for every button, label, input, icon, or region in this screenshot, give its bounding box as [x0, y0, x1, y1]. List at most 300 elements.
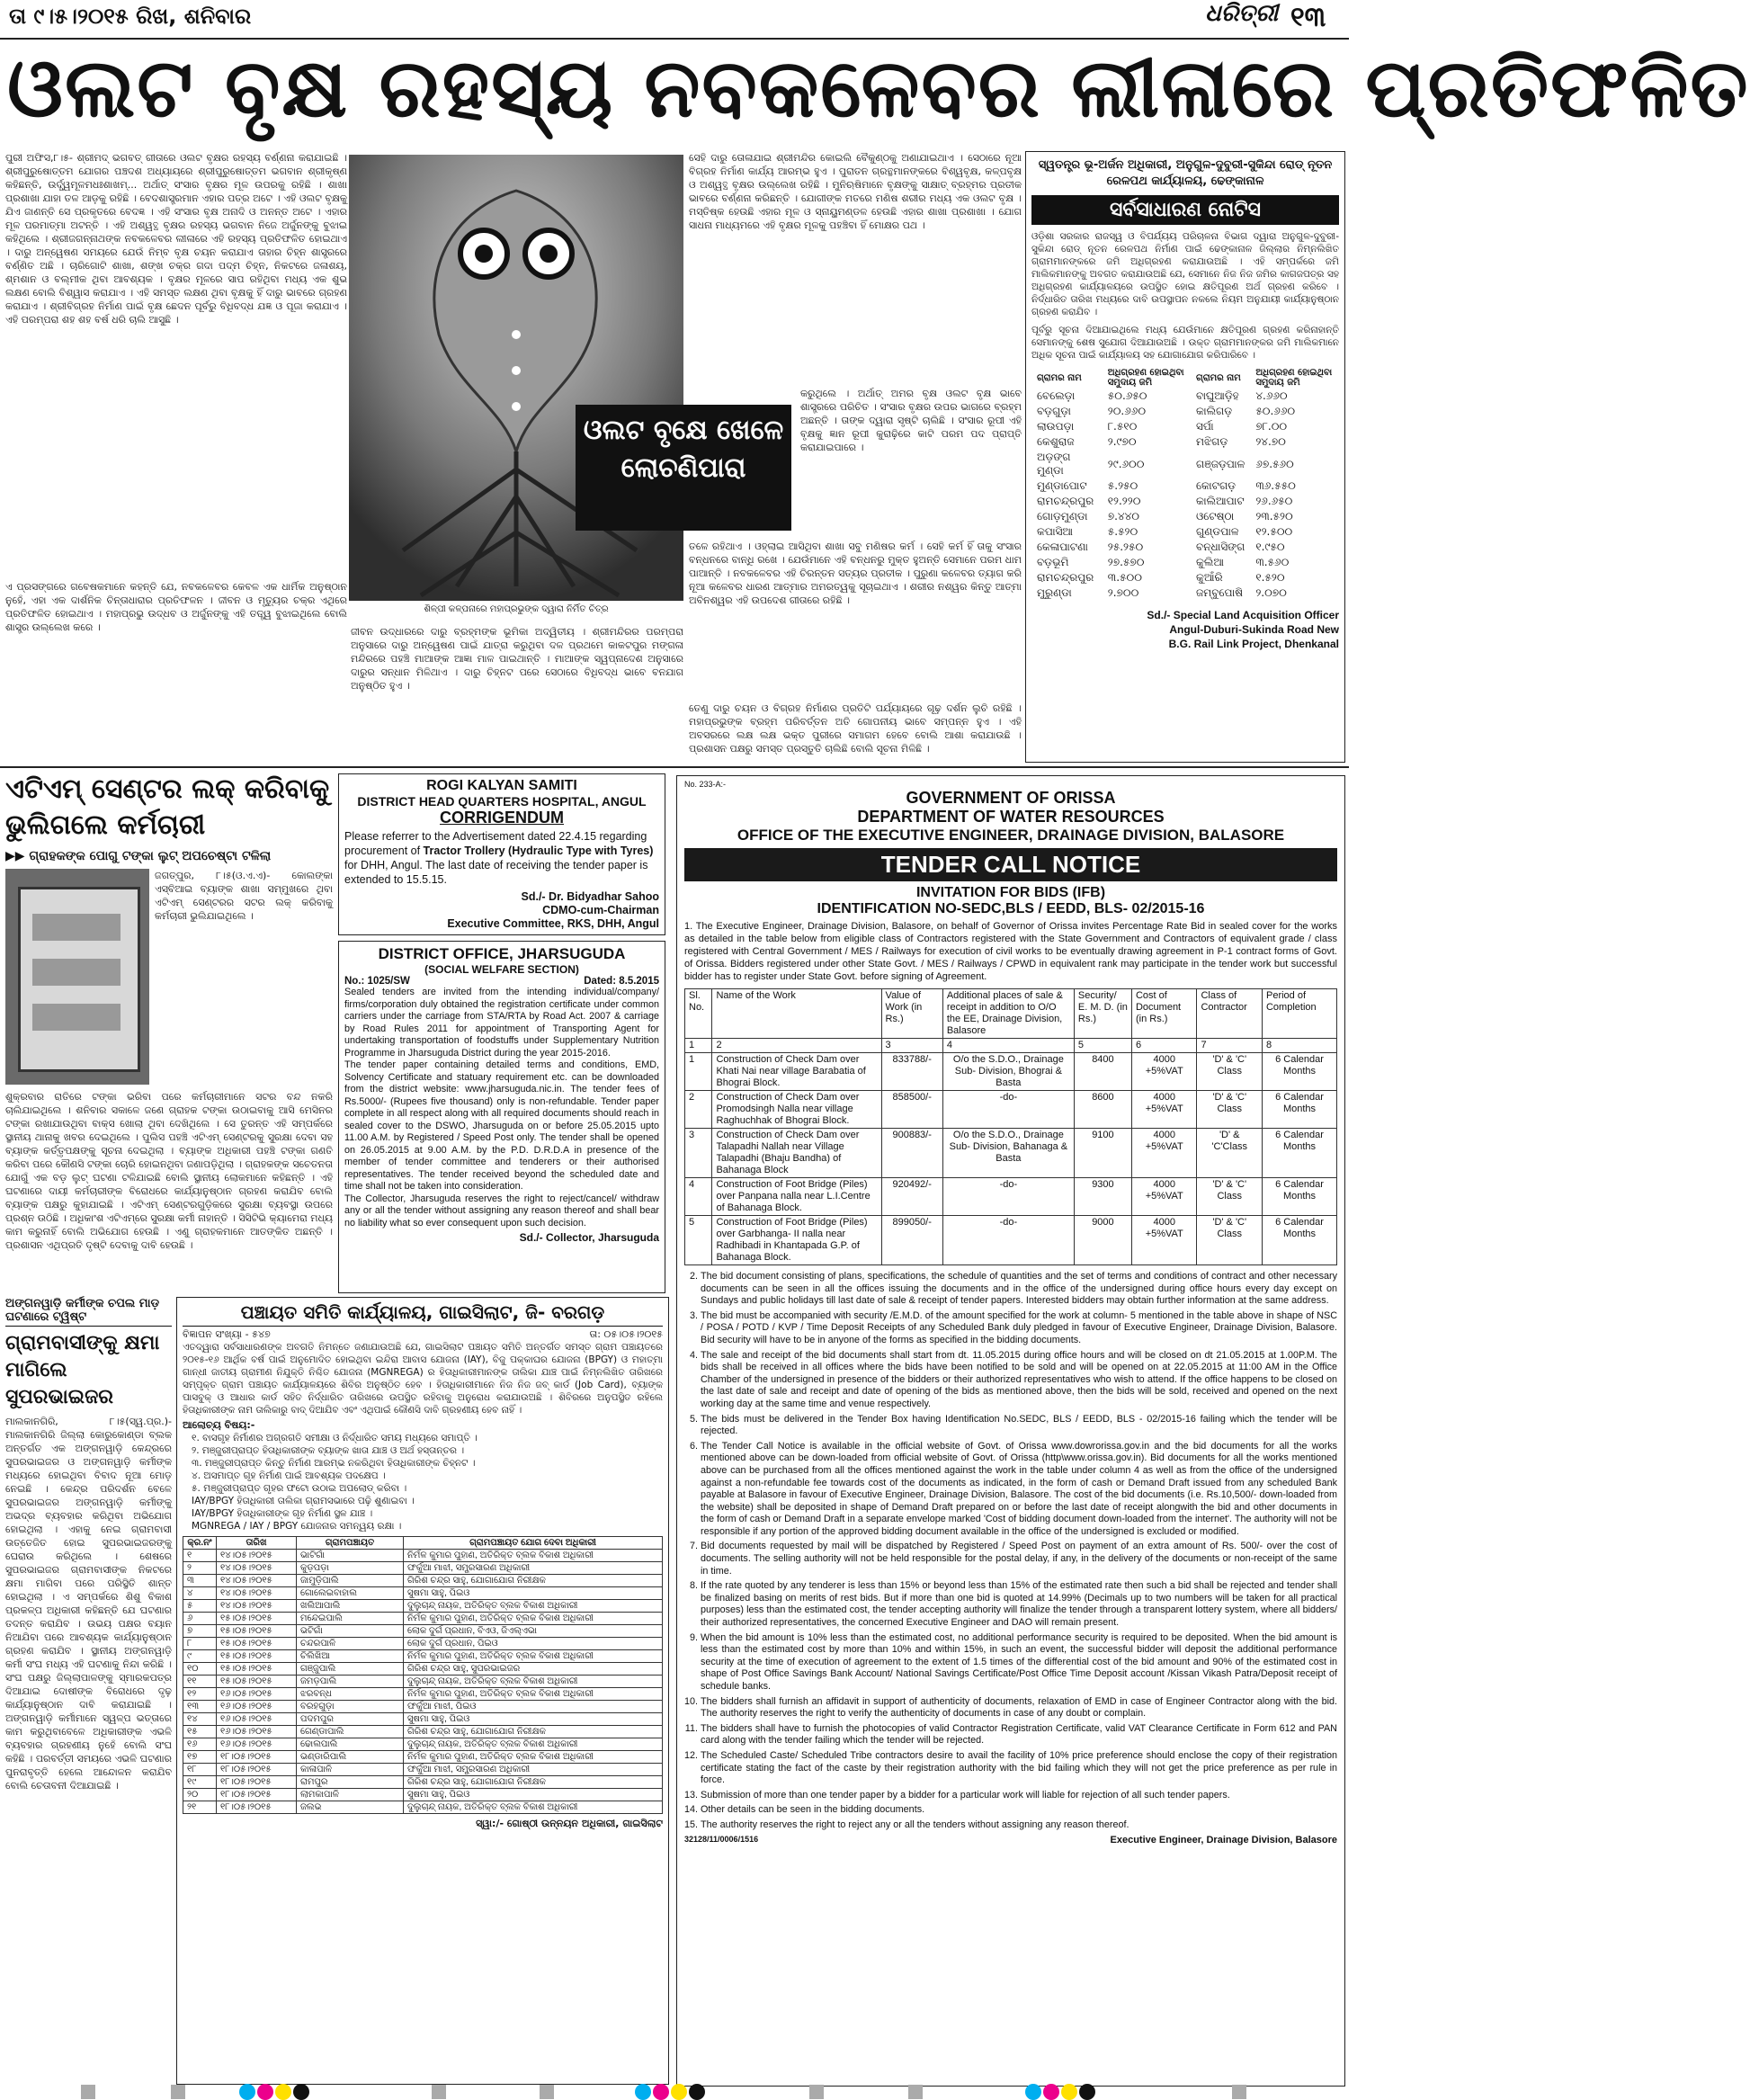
land-cell: ମଝିଗଡ଼ — [1196, 435, 1228, 448]
land-cell: କୁଆଁରି — [1196, 571, 1223, 584]
panchayat-cell: ୧୪।୦୫।୨୦୧୫ — [217, 1600, 297, 1613]
panchayat-row — [183, 1562, 663, 1575]
tender-cell: Construction of Check Dam over Talapadhi Nallah near Village Talapadhi (Bhaju Bandha) of Bahanaga Block — [712, 1129, 881, 1178]
panchayat-cell: ଗଞ୍ଜୁପାଲି — [297, 1663, 404, 1676]
rks-sig-3: Executive Committee, RKS, DHH, Angul — [447, 917, 659, 930]
tender-cell: 6 Calendar Months — [1262, 1178, 1336, 1216]
panchayat-row — [183, 1801, 663, 1814]
tender-cell: 899050/- — [881, 1216, 942, 1265]
panchayat-cell: ୧୫।୦୫।୨୦୧୫ — [217, 1638, 297, 1650]
tender-colnum: 6 — [1131, 1039, 1197, 1053]
agenda-item: IAY/BPGY ହିତାଧିକାରୀ ତାଲିକା ଗ୍ରାମସଭାରେ ପଢ଼ି ଶୁଣାଇବା । — [192, 1496, 415, 1506]
lead-col-3c-text: ତଳେ ରହିଥାଏ । ଓହ୍ଲାଇ ଆସିଥିବା ଶାଖା ସବୁ ମଣିଷର କର୍ମ । ସେହି କର୍ମ ହିଁ ତାକୁ ସଂସାର ବନ୍ଧନରେ ବାନ୍ଧି ରଖେ । ଯେଉଁମାନେ ଏହି ବନ୍ଧନରୁ ମୁକ୍ତ ହୁଅନ୍ତି ସେମାନେ ପରମ ଧାମ ପାଆନ୍ତି । ନବକଳେବର ଏହି ଚିରନ୍ତନ ସତ୍ୟର ପ୍ରତୀକ । ପୁରୁଣା କଳେବର ତ୍ୟାଗ କରି ନୂଆ କଳେବର ଧାରଣ ଆତ୍ମାର ଅମରତ୍ୱକୁ ସୂଚାଇଥାଏ । ଶରୀର ନଶ୍ୱର କିନ୍ତୁ ଆତ୍ମା ଅବିନଶ୍ୱର ଏହି ଉପଦେଶ ଗୀତାରେ ରହିଛି । — [689, 541, 1022, 606]
land-cell: ରାମଚନ୍ଦ୍ରପୁର — [1037, 495, 1094, 507]
land-cell: ୧.୫୨୦ — [1255, 571, 1285, 584]
panchayat-row — [183, 1713, 663, 1726]
tender-dept: DEPARTMENT OF WATER RESOURCES — [857, 808, 1165, 826]
land-notice-signature: Sd./- Special Land Acquisition Officer Angul-Duburi-Sukinda Road New B.G. Rail Link Project, Dhenkanal — [1147, 609, 1339, 650]
page-number: ୧୩ — [1290, 2, 1326, 33]
land-cell: ୫.୫୨୦ — [1107, 525, 1138, 538]
pull-quote — [576, 405, 791, 531]
panchayat-cell: ୭ — [183, 1625, 217, 1638]
lead-col-3 — [689, 151, 1022, 376]
atm-story — [5, 772, 333, 1293]
land-cell: ୨୬.୬୫୦ — [1255, 495, 1293, 507]
land-cell: ୧୨.୨୨୦ — [1107, 495, 1141, 507]
panchayat-cell: ଗିରିଶ ଚନ୍ଦ୍ର ସାହୁ, ସୁପରଭାଇଜର — [404, 1663, 663, 1676]
panchayat-cell: ବରହଗୁଡ଼ା — [297, 1701, 404, 1713]
tender-cell: 8400 — [1074, 1053, 1131, 1091]
land-cell: ୬୭.୫୬୦ — [1255, 457, 1294, 470]
panchayat-cell: ଗୋଲେଇବାହାଲ — [297, 1587, 404, 1600]
land-cell: ବଡ଼ଭୂମି — [1037, 556, 1069, 568]
tender-colnum: 1 — [685, 1039, 712, 1053]
land-row — [1031, 404, 1339, 419]
tender-cell: 2 — [685, 1091, 712, 1129]
land-cell: ୧.୯୫୦ — [1255, 541, 1285, 553]
land-cell: କପାସିଆ — [1037, 525, 1074, 538]
land-th: ଗ୍ରାମର ନାମ — [1196, 372, 1241, 383]
tender-cell: O/o the S.D.O., Drainage Sub- Division, Bahanaga & Basta — [942, 1129, 1074, 1178]
panchayat-row — [183, 1638, 663, 1650]
tree-illustration — [349, 155, 683, 601]
land-cell: ଓଟେଷ୍ଠା — [1196, 510, 1235, 523]
panchayat-table — [183, 1536, 663, 1814]
lead-col-3-text: ସେହି ଦାରୁ ତୋଳାଯାଇ ଶ୍ରୀମନ୍ଦିର କୋଇଲି ବୈକୁଣ୍ଠକୁ ଅଣାଯାଇଥାଏ । ସେଠାରେ ନୂଆ ବିଗ୍ରହ ନିର୍ମାଣ କାର୍ଯ୍ୟ ଆରମ୍ଭ ହୁଏ । ପୁରାତନ ଗ୍ରନ୍ଥମାନଙ୍କରେ ବିଶ୍ୱବୃକ୍ଷ, କଳ୍ପବୃକ୍ଷ ଓ ଅଶ୍ୱତ୍ଥ ବୃକ୍ଷର ଉଲ୍ଲେଖ ରହିଛି । ମୁନିଋଷିମାନେ ବୃକ୍ଷଙ୍କୁ ସାକ୍ଷାତ୍ ବ୍ରହ୍ମର ପ୍ରତୀକ ଭାବରେ ବର୍ଣ୍ଣନା କରିଛନ୍ତି । ଯୋଗୀଙ୍କ ମତରେ ମଣିଷ ଶରୀର ମଧ୍ୟ ଏକ ଓଲଟ ବୃକ୍ଷ । ମସ୍ତିଷ୍କ ହେଉଛି ଏହାର ମୂଳ ଓ ସ୍ନାୟୁମଣ୍ଡଳ ହେଉଛି ଏହାର ଶାଖା ପ୍ରଶାଖା । ଯୋଗ ସାଧନା ମାଧ୍ୟମରେ ଏହି ବୃକ୍ଷର ମୂଳକୁ ପହଞ୍ଚିବା ହିଁ ମୋକ୍ଷର ପଥ । — [689, 152, 1022, 231]
jharsuguda-p3: The Collector, Jharsuguda reserves the right to reject/cancel/ withdraw any or all the tender without assigning any reason thereof and shall bear no liability what so ever consequent upon such decision. — [344, 1193, 659, 1229]
panchayat-cell: ୧୫।୦୫।୨୦୧୫ — [217, 1650, 297, 1663]
panchayat-cell: ୫ — [183, 1600, 217, 1613]
panchayat-cell: ୧୫ — [183, 1726, 217, 1738]
land-cell: ମୁରୁଣ୍ଡା — [1037, 586, 1072, 599]
supervisor-kicker: ଅଙ୍ଗନୱାଡ଼ି କର୍ମୀଙ୍କ ଚପଲ ମାଡ଼ ଘଟଣାରେ ଟ୍ୱିଷ୍ଟ — [5, 1297, 172, 1327]
panchayat-row — [183, 1764, 663, 1776]
tender-row — [685, 1178, 1337, 1216]
panchayat-row — [183, 1613, 663, 1625]
panchayat-cell: ୧୪।୦୫।୨୦୧୫ — [217, 1587, 297, 1600]
panchayat-cell: ରାମପୁର — [297, 1776, 404, 1789]
lead-col-3b-text: କରୁଥିଲେ । ଅର୍ଥାତ୍ ଅମର ବୃକ୍ଷ ଓଲଟ ବୃକ୍ଷ ଭାବେ ଶାସ୍ତ୍ରରେ ପରିଚିତ । ସଂସାର ବୃକ୍ଷର ଉପର ଭାଗରେ ବ୍ରହ୍ମ ଅଛନ୍ତି । ତାଙ୍କ ଦ୍ୱାରା ସୃଷ୍ଟି ଚାଲିଛି । ସଂସାର ରୂପୀ ଏହି ବୃକ୍ଷକୁ ଜ୍ଞାନ ରୂପୀ କୁରାଢ଼ିରେ କାଟି ପରମ ପଦ ପ୍ରାପ୍ତି କରାଯାଇପାରେ । — [800, 388, 1022, 453]
panchayat-row — [183, 1676, 663, 1688]
tender-condition: 4. The sale and receipt of the bid documents shall start from dt. 11.05.2015 during office hours and will be closed on dt 21.05.2015 at 1.00P.M. The bids shall be received in all offices where the bids have been notified to be sold and will be opened on at 22.05.2015 at 11:00 AM in the Office Chamber of the undersigned in presence of the bidders or their authorized representatives who wish to attend. If the office happens to be closed on the last date of sale and receipt and date of opening of the bids as mentioned above, then the bids will be sold, received and opened on the next working day at the same time and venue respectively. — [701, 1350, 1337, 1411]
land-cell: ୩୬.୫୫୦ — [1255, 479, 1296, 492]
panchayat-agenda-label: ଆଲୋଚ୍ୟ ବିଷୟ:- — [183, 1419, 255, 1431]
panchayat-cell: ୧୧ — [183, 1676, 217, 1688]
panchayat-cell: ୧୪ — [183, 1713, 217, 1726]
tender-condition: 3. The bid must be accompanied with security /E.M.D. of the amount specified for the work at column- 5 mentioned in the table above in shape of NSC / POSA / POTD / KVP / Time Deposit Receipts of any Scheduled Bank duly pledged in favour of Executive Engineer, Drainage Division, Balasore. Bid security will have to be in anyone of the forms as specified in the bidding documents. — [701, 1310, 1337, 1347]
tender-condition: 12. The Scheduled Caste/ Scheduled Tribe contractors desire to avail the facility of 10% price preference should enclose the copy of their registration certificate stating the fact of the caste by their registration authority with the bid failing which they will not get the price preference as per rule in force. — [701, 1750, 1337, 1787]
panchayat-row — [183, 1587, 663, 1600]
rks-corrigendum — [338, 773, 665, 935]
tender-cell: 3 — [685, 1129, 712, 1178]
atm-subhead — [5, 849, 333, 863]
tender-th: Security/ E. M. D. (in Rs.) — [1074, 989, 1131, 1039]
land-cell: ୨୦.୬୬୦ — [1107, 405, 1147, 417]
tender-cell: 858500/- — [881, 1091, 942, 1129]
panchayat-cell: ଫର୍କୁଆ ମାଝୀ, ସମ୍ପ୍ରସାରଣ ଅଧିକାରୀ — [404, 1764, 663, 1776]
tender-cell: 'D' & 'C' Class — [1197, 1216, 1263, 1265]
magenta-mark — [1043, 2084, 1059, 2100]
agenda-item: ୨. ମଞ୍ଜୁରୀପ୍ରାପ୍ତ ହିତାଧିକାରୀଙ୍କ ବ୍ୟାଙ୍କ ଖାତା ଯାଞ୍ଚ ଓ ଅର୍ଥ ହସ୍ତାନ୍ତର । — [192, 1445, 465, 1456]
tender-cell: 4000 +5%VAT — [1131, 1216, 1197, 1265]
jharsuguda-date: Dated: 8.5.2015 — [584, 976, 659, 987]
panchayat-cell: ନିର୍ମଳ କୁମାର ପୁହାଣ, ଅତିରିକ୍ତ ବ୍ଲକ ବିକାଶ ଅଧିକାରୀ — [404, 1650, 663, 1663]
cyan-mark — [635, 2084, 651, 2100]
jharsuguda-sub: (SOCIAL WELFARE SECTION) — [424, 963, 579, 976]
tender-condition: 11. The bidders shall have to furnish the photocopies of valid Contractor Registration Certificate, valid VAT Clearance Certificate in Form 612 and PAN card along with the tender failing which the tender will be rejected. — [701, 1723, 1337, 1747]
supervisor-story — [5, 1297, 172, 2088]
land-cell: ଗୋଡ଼ମୁଣ୍ଡା — [1037, 510, 1088, 523]
land-cell: ଅଡ଼ଙ୍ଗ ମୁଣ୍ଡା — [1037, 451, 1071, 477]
panchayat-cell: ୩ — [183, 1575, 217, 1587]
land-cell: ଜମ୍ବୁପୋଷି — [1196, 586, 1244, 599]
panchayat-cell: ୧୫।୦୫।୨୦୧୫ — [217, 1625, 297, 1638]
gray-mark — [432, 2085, 446, 2099]
panchayat-cell: ଲୋକ ଦୁର୍ଗ ପ୍ରଧାନ, ପିଇଓ — [404, 1638, 663, 1650]
tender-colnum: 3 — [881, 1039, 942, 1053]
land-cell: କାଲିଆପାଟ — [1196, 495, 1245, 507]
tender-row — [685, 1053, 1337, 1091]
land-row — [1031, 434, 1339, 450]
agenda-item: ୪. ଅସମାପ୍ତ ଗୃହ ନିର୍ମାଣ ପାଇଁ ଆବଶ୍ୟକ ପଦକ୍ଷେପ । — [192, 1470, 386, 1481]
cyan-mark — [239, 2084, 255, 2100]
rks-sig-2: CDMO-cum-Chairman — [542, 904, 659, 916]
land-row — [1031, 540, 1339, 555]
panchayat-cell: ଭଣ୍ଡାରିପାଲି — [297, 1751, 404, 1764]
panchayat-cell: ୨ — [183, 1562, 217, 1575]
land-cell: ୧୨.୫୦୦ — [1255, 525, 1293, 538]
agenda-item: ୧. ବାସଗୃହ ନିର୍ମାଣର ଅଗ୍ରଗତି ସମୀକ୍ଷା ଓ ନିର୍ଦ୍ଧାରିତ ସମୟ ମଧ୍ୟରେ ସମାପ୍ତି । — [192, 1433, 478, 1443]
panchayat-cell: ୧୭ — [183, 1751, 217, 1764]
panchayat-cell: କାଳାପାଳି — [297, 1764, 404, 1776]
land-cell: ୫.୨୫୦ — [1107, 479, 1138, 492]
panchayat-cell: ୧୮।୦୫।୨୦୧୫ — [217, 1764, 297, 1776]
land-cell: କେଳାପାଟଣା — [1037, 541, 1088, 553]
tender-footer-no: 32128/11/0006/1516 — [684, 1834, 759, 1844]
land-cell: ୮.୫୧୦ — [1107, 420, 1138, 433]
land-cell: ସର୍ପା — [1196, 420, 1214, 433]
land-cell: ୨.୦୭୦ — [1255, 586, 1287, 599]
land-cell: ୨.୭୦୦ — [1107, 586, 1139, 599]
gray-mark — [809, 2085, 824, 2099]
rks-body-bold: Tractor Trollery (Hydraulic Type with Tyres) — [423, 844, 654, 857]
tender-cell: Construction of Foot Bridge (Piles) over Panpana nalla near L.I.Centre of Bahanaga Block. — [712, 1178, 881, 1216]
tender-th: Name of the Work — [712, 989, 881, 1039]
panchayat-cell: ସୁଷମା ସାହୁ, ପିଇଓ — [404, 1587, 663, 1600]
magenta-mark — [653, 2084, 669, 2100]
lead-col-4 — [689, 701, 1022, 755]
panchayat-cell: ଫର୍କୁଆ ମାଝୀ, ପିଇଓ — [404, 1701, 663, 1713]
panchayat-cell: ୧୫।୦୫।୨୦୧୫ — [217, 1613, 297, 1625]
panchayat-cell: ୧୮।୦୫।୨୦୧୫ — [217, 1789, 297, 1801]
tender-cell: Construction of Foot Bridge (Piles) over Garbhanga- II nalla near Radhibadi in Khantapada G.P. of Bahanaga Block. — [712, 1216, 881, 1265]
panchayat-cell: ୧୮ — [183, 1764, 217, 1776]
tender-cell: 1 — [685, 1053, 712, 1091]
tender-intro: 1. The Executive Engineer, Drainage Division, Balasore, on behalf of Governor of Orissa invites Percentage Rate Bid in sealed cover for the works as detailed in the table below from eligible class of Contractors registered with the State Government and Contractors of equivalent grade / class registered with Central Government / MES / Railways for execution of civil works to be eventually drawing agreement in P-1 contract forms of Govt. of Orissa. Bidders registered under other State Govt. / MES / Railways / CPWD in equivalent rank may participate in the tender work but successful bidder has to register under State Govt. before signing of Agreement. — [684, 921, 1337, 982]
lead-col-4-text: ତେଣୁ ଦାରୁ ଚୟନ ଓ ବିଗ୍ରହ ନିର୍ମାଣର ପ୍ରତିଟି ପର୍ଯ୍ୟାୟରେ ଗୂଢ଼ ଦର୍ଶନ ଲୁଚି ରହିଛି । ମହାପ୍ରଭୁଙ୍କ ବ୍ରହ୍ମ ପରିବର୍ତ୍ତନ ଅତି ଗୋପନୀୟ ଭାବେ ସମ୍ପନ୍ନ ହୁଏ । ଏହି ଅବସରରେ ଲକ୍ଷ ଲକ୍ଷ ଭକ୍ତ ପୁରୀରେ ସମାଗମ ହେବେ ବୋଲି ଆଶା କରାଯାଉଛି । ପ୍ରଶାସନ ପକ୍ଷରୁ ସମସ୍ତ ପ୍ରସ୍ତୁତି ଚାଲିଛି ବୋଲି ସୂଚନା ମିଳିଛି । — [689, 702, 1022, 755]
tender-colnum: 8 — [1262, 1039, 1336, 1053]
panchayat-cell: ୨୧ — [183, 1801, 217, 1814]
issue-date: ତା ୯।୫।୨୦୧୫ ରିଖ, ଶନିବାର — [9, 4, 252, 29]
jharsuguda-p2: The tender paper containing detailed terms and conditions, EMD, Solvency Certificate and statuary requirement etc. can be downloaded from the district website: www.jharsuguda.nic.in. The tender fees of Rs.5000/- (Rupees five thousand) only is non-refundable. Tender paper complete in all respect along with all required documents should reach in sealed cover to the DSWO, Jharsuguda on or before 25.05.2015 upto 11.00 A.M. by Registered / Speed Post only. The tender shall be opened on 26.05.2015 at 9.00 A.M. by the P.D. D.R.D.A in presence of the member of tender committee and tenderers or their authorised representatives. The tender received beyond the scheduled date and time shall not be taken into consideration. — [344, 1059, 659, 1192]
tender-row — [685, 1091, 1337, 1129]
tender-cell: -do- — [942, 1091, 1074, 1129]
panchayat-cell: ୧୬।୦୫।୨୦୧୫ — [217, 1713, 297, 1726]
land-cell: ୩.୫୦୦ — [1107, 571, 1142, 584]
land-cell: ୫୦.୬୬୦ — [1255, 405, 1296, 417]
panchayat-cell: ଖଲିଆପାଲି — [297, 1600, 404, 1613]
panchayat-cell: ୧୩ — [183, 1701, 217, 1713]
panchayat-row — [183, 1751, 663, 1764]
gray-mark — [171, 2085, 185, 2099]
panchayat-cell: ୮ — [183, 1638, 217, 1650]
rks-hospital: DISTRICT HEAD QUARTERS HOSPITAL, ANGUL — [357, 794, 647, 809]
tender-th: Cost of Document (in Rs.) — [1131, 989, 1197, 1039]
tender-table — [684, 988, 1337, 1265]
land-row — [1031, 450, 1339, 478]
yellow-mark — [671, 2084, 687, 2100]
tender-cell: 833788/- — [881, 1053, 942, 1091]
panchayat-cell: କୁଡ଼ପଡ଼ା — [297, 1562, 404, 1575]
panchayat-cell: ସୁଷମା ସାହୁ, ପିଇଓ — [404, 1713, 663, 1726]
panchayat-cell: ସୁଷମା ସାହୁ, ପିଇଓ — [404, 1789, 663, 1801]
land-cell: ବନ୍ଧାସିଙ୍ଗ — [1196, 541, 1246, 553]
tender-cell: 4000 +5%VAT — [1131, 1091, 1197, 1129]
tender-condition: 10. The bidders shall furnish an affidavit in support of authenticity of documents, relaxation of EMD in case of Engineer Contractor along with the bid. The authority reserves the right to verify the authenticity of documents in case of any doubt or complain. — [701, 1696, 1337, 1720]
jharsuguda-no: No.: 1025/SW — [344, 976, 410, 987]
panchayat-cell: ୬ — [183, 1613, 217, 1625]
panchayat-row — [183, 1789, 663, 1801]
panchayat-row — [183, 1776, 663, 1789]
land-row — [1031, 494, 1339, 509]
tender-condition: 5. The bids must be delivered in the Tender Box having Identification No.SEDC, BLS / EEDD, BLS - 02/2015-16 failing which the tender will be rejected. — [701, 1414, 1337, 1438]
tender-cell: 6 Calendar Months — [1262, 1216, 1336, 1265]
tender-cell: Construction of Check Dam over Promodsingh Nalla near village Raghuchhak of Bhograi Block. — [712, 1091, 881, 1129]
tender-cell: 'D' & 'C' Class — [1197, 1178, 1263, 1216]
panchayat-date: ତା: ୦୫।୦୫।୨୦୧୫ — [589, 1328, 663, 1340]
panchayat-row — [183, 1625, 663, 1638]
land-cell: କାଲିଗଡ଼ — [1196, 405, 1233, 417]
panchayat-cell: ୧୪।୦୫।୨୦୧୫ — [217, 1575, 297, 1587]
land-cell: ଗଞ୍ଜଡ଼ପାଳ — [1196, 457, 1246, 470]
panchayat-th: କ୍ର.ନଂ — [183, 1537, 217, 1550]
land-notice-office: ସ୍ୱତନ୍ତ୍ର ଭୂ-ଅର୍ଜନ ଅଧିକାରୀ, ଅନୁଗୁଳ-ଦୁବୁରୀ-ସୁକିନ୍ଦା ରୋଡ୍ ନୂତନ ରେଳପଥ କାର୍ଯ୍ୟାଳୟ, ଢେଙ୍କାନାଳ — [1038, 158, 1333, 188]
lead-col-1 — [5, 151, 347, 574]
yellow-mark — [275, 2084, 291, 2100]
tender-th: Additional places of sale & receipt in addition to O/O the EE, Drainage Division, Balasore — [942, 989, 1074, 1039]
tender-th: Value of Work (in Rs.) — [881, 989, 942, 1039]
lead-col-3b — [800, 387, 1022, 531]
agenda-item: MGNREGA / IAY / BPGY ଯୋଜନାର ସମନ୍ୱୟ ରକ୍ଷା । — [192, 1521, 402, 1532]
tender-footer-signature: Executive Engineer, Drainage Division, Balasore — [1110, 1834, 1337, 1845]
black-mark — [1079, 2084, 1095, 2100]
panchayat-cell: ୧୮।୦୫।୨୦୧୫ — [217, 1751, 297, 1764]
land-cell: କୋଟଗଡ଼ — [1196, 479, 1237, 492]
panchayat-cell: ପଦମପୁର — [297, 1713, 404, 1726]
black-mark — [689, 2084, 705, 2100]
gray-mark — [908, 2085, 923, 2099]
panchayat-row — [183, 1726, 663, 1738]
panchayat-cell: ୧୫।୦୫।୨୦୧୫ — [217, 1676, 297, 1688]
tender-ifb: INVITATION FOR BIDS (IFB) — [915, 885, 1106, 900]
atm-photo — [5, 869, 149, 1085]
panchayat-cell: ଲାମକାପାଳି — [297, 1789, 404, 1801]
panchayat-cell: ଜଲଭ — [297, 1801, 404, 1814]
lead-photo — [349, 155, 683, 601]
rks-signature — [344, 890, 659, 931]
cyan-mark — [1025, 2084, 1041, 2100]
tender-condition: 15. The authority reserves the right to reject any or all the tenders without assigning any reason thereof. — [701, 1819, 1337, 1832]
land-cell: ବାଘୁଆଡ଼ିହ — [1196, 389, 1239, 402]
tender-cell: 4000 +5%VAT — [1131, 1053, 1197, 1091]
land-row — [1031, 478, 1339, 494]
panchayat-row — [183, 1688, 663, 1701]
tender-cell: 6 Calendar Months — [1262, 1053, 1336, 1091]
tender-th: Class of Contractor — [1197, 989, 1263, 1039]
panchayat-body: ଏତଦ୍ୱାରା ସର୍ବସାଧାରଣଙ୍କ ଅବଗତି ନିମନ୍ତେ ଜଣାଯାଉଅଛି ଯେ, ଗାଇସିଲାଟ ପଞ୍ଚାୟତ ସମିତି ଅନ୍ତର୍ଗତ ସମସ୍ତ ଗ୍ରାମ ପଞ୍ଚାୟତରେ ୨୦୧୫-୧୬ ଆର୍ଥିକ ବର୍ଷ ପାଇଁ ଅନୁମୋଦିତ ହୋଇଥିବା ଇନ୍ଦିରା ଆବାସ ଯୋଜନା (IAY), ବିଜୁ ପକ୍କାଘର ଯୋଜନା (BPGY) ଓ ମହାତ୍ମା ଗାନ୍ଧୀ ଜାତୀୟ ଗ୍ରାମୀଣ ନିଯୁକ୍ତି ନିଶ୍ଚିତ ଯୋଜନା (MGNREGA) ର ହିତାଧିକାରୀମାନଙ୍କ ତାଲିକା ଯାଞ୍ଚ ପାଇଁ ନିମ୍ନଲିଖିତ ତାରିଖରେ ସମ୍ପୃକ୍ତ ଗ୍ରାମ ପଞ୍ଚାୟତ କାର୍ଯ୍ୟାଳୟରେ ଶିବିର ଅନୁଷ୍ଠିତ ହେବ । ହିତାଧିକାରୀମାନେ ନିଜ ନିଜ ଜବ୍ କାର୍ଡ (Job Card), ବ୍ୟାଙ୍କ ପାସବୁକ୍ ଓ ଆଧାର କାର୍ଡ ସହିତ ନିର୍ଦ୍ଧାରିତ ତାରିଖରେ ଉପସ୍ଥିତ ରହିବାକୁ ଅନୁରୋଧ କରାଯାଉଅଛି । ଶିବିରରେ ଅନୁପସ୍ଥିତ ରହିଲେ ହିତାଧିକାରୀଙ୍କ ନାମ ତାଲିକାରୁ ବାଦ୍ ଦିଆଯିବ ଏବଂ ଏଥିପାଇଁ କୌଣସି ଦାବି ଗ୍ରହଣୀୟ ହେବ ନାହିଁ । — [183, 1342, 663, 1416]
panchayat-cell: ୨୦ — [183, 1789, 217, 1801]
tender-colnum: 5 — [1074, 1039, 1131, 1053]
tender-cell: 'D' & 'C' Class — [1197, 1091, 1263, 1129]
panchayat-ref: ବିଜ୍ଞାପନ ସଂଖ୍ୟା - ୫୪୭ — [183, 1328, 271, 1340]
gray-mark — [1232, 2085, 1246, 2099]
land-table — [1031, 367, 1339, 601]
panchayat-row — [183, 1650, 663, 1663]
tender-cell: 5 — [685, 1216, 712, 1265]
land-notice-title: ସର୍ବସାଧାରଣ ନୋଟିସ — [1031, 195, 1339, 225]
tender-cell: 8600 — [1074, 1091, 1131, 1129]
lead-col-3c — [689, 540, 1022, 701]
tender-cell: 4000 +5%VAT — [1131, 1129, 1197, 1178]
land-cell: ବେଲେଡ଼ା — [1037, 389, 1076, 402]
land-cell: ରାମଚନ୍ଦ୍ରପୁର — [1037, 571, 1094, 584]
land-cell: କୁଲିଆ — [1196, 556, 1224, 568]
tender-th: Sl. No. — [685, 989, 712, 1039]
land-row — [1031, 419, 1339, 434]
tender-office: OFFICE OF THE EXECUTIVE ENGINEER, DRAINAGE DIVISION, BALASORE — [737, 827, 1285, 844]
panchayat-cell: ଚିଲିଖିଆ — [297, 1650, 404, 1663]
panchayat-notice — [176, 1297, 669, 2085]
panchayat-cell: ଜାମୁଡ଼ିପାଲି — [297, 1575, 404, 1587]
tender-colnum: 4 — [942, 1039, 1074, 1053]
supervisor-headline: ଗ୍ରାମବାସୀଙ୍କୁ କ୍ଷମା ମାଗିଲେ ସୁପରଭାଇଜର — [5, 1332, 160, 1408]
rks-body-end: for DHH, Angul. The last date of receiving the tender paper is extended to 15.5.15. — [344, 859, 648, 886]
atm-headline: ଏଟିଏମ୍ ସେଣ୍ଟର ଲକ୍ କରିବାକୁ ଭୁଲିଗଲେ କର୍ମଚାରୀ — [5, 773, 330, 841]
arrow-icon: ▶▶ — [5, 849, 30, 863]
tender-notice — [676, 775, 1345, 2087]
tender-cell: -do- — [942, 1216, 1074, 1265]
panchayat-cell: ୧୮।୦୫।୨୦୧୫ — [217, 1801, 297, 1814]
tender-condition: 9. When the bid amount is 10% less than the estimated cost, no additional performance security is required to be deposited. When the bid amount is less than the estimated cost by more than 10% and within 15%, in such an event, the successful bidder will deposit the additional performance security at the time of execution of agreement to the extent of 1.5 times of the differential cost of the bid amount and 90% of the estimated cost in shape of Post Office Savings Bank Account/ National Savings Certificate/Post Office Time Deposit account /Kissan Vikash Patra/Deposit receipt of schedule banks. — [701, 1632, 1337, 1693]
lead-col-1b-text: ଏ ପ୍ରସଙ୍ଗରେ ଗବେଷକମାନେ କହନ୍ତି ଯେ, ନବକଳେବର କେବଳ ଏକ ଧାର୍ମିକ ଅନୁଷ୍ଠାନ ନୁହେଁ, ଏହା ଏକ ଦାର୍ଶନିକ ଚିନ୍ତାଧାରାର ପ୍ରତିଫଳନ । ଜୀବନ ଓ ମୃତ୍ୟୁର ଚକ୍ର ଏଥିରେ ପ୍ରତିଫଳିତ ହୋଇଥାଏ । ମହାପ୍ରଭୁ ଉଦ୍ଧବ ଓ ଅର୍ଜୁନଙ୍କୁ ଏହି ତତ୍ତ୍ୱ ବୁଝାଇଥିଲେ ବୋଲି ଶାସ୍ତ୍ର ଉଲ୍ଲେଖ କରେ । — [5, 581, 347, 633]
tender-gov: GOVERNMENT OF ORISSA — [906, 789, 1116, 807]
panchayat-cell: ଦୁଲୁଚାନ୍ଦ୍ ନାୟକ, ଅତିରିକ୍ତ ବ୍ଲକ ବିକାଶ ଅଧିକାରୀ — [404, 1738, 663, 1751]
panchayat-cell: ଦୁଲୁଚାନ୍ଦ୍ ନାୟକ, ଅତିରିକ୍ତ ବ୍ଲକ ବିକାଶ ଅଧିକାରୀ — [404, 1600, 663, 1613]
land-cell: ଲାଉପଡ଼ା — [1037, 420, 1075, 433]
tender-cell: 900883/- — [881, 1129, 942, 1178]
land-th: ଗ୍ରାମର ନାମ — [1037, 372, 1082, 383]
panchayat-row — [183, 1550, 663, 1562]
land-cell: ୨୫.୨୫୦ — [1107, 541, 1144, 553]
land-cell: ୨୪.୭୦ — [1255, 435, 1286, 448]
jharsuguda-tender — [338, 941, 665, 1293]
panchayat-cell: ଜମଡ଼ପାଲି — [297, 1676, 404, 1688]
photo-caption: ଶିଳ୍ପୀ କଳ୍ପନାରେ ମହାପ୍ରଭୁଙ୍କ ଦ୍ୱାରା ନିର୍ମିତ ଚିତ୍ର — [424, 604, 609, 614]
tender-cell: 6 Calendar Months — [1262, 1091, 1336, 1129]
jharsuguda-p1: Sealed tenders are invited from the intending individual/company/ firms/corporation duly obtained the registration certificate under common carriers under the carriage from STA/RTA by Road Act. 2007 & carriage by Road Rules 2011 for appointment of Transporting Agent for undertaking transportation of foodstuffs under Supplementary Nutrition Programme in Jharsuguda District during the year 2015-2016. — [344, 987, 659, 1059]
panchayat-th: ଗ୍ରାମପଞ୍ଚାୟତ — [297, 1537, 404, 1550]
panchayat-cell: ୧୯ — [183, 1776, 217, 1789]
land-cell: ୨.୯୭୦ — [1107, 435, 1137, 448]
panchayat-cell: ଝରବନ୍ଧ — [297, 1688, 404, 1701]
jharsuguda-refline — [344, 976, 659, 987]
panchayat-cell: ୧୫।୦୫।୨୦୧୫ — [217, 1663, 297, 1676]
agenda-item: IAY/BPGY ହିତାଧିକାରୀଙ୍କ ଗୃହ ନିର୍ମାଣ ସ୍ଥଳ ଯାଞ୍ଚ । — [192, 1508, 373, 1519]
panchayat-cell: ଗିରିଶ ଚନ୍ଦ୍ର ସାହୁ, ଯୋଗାଯୋଗ ନିରୀକ୍ଷକ — [404, 1575, 663, 1587]
panchayat-cell: ୧୬ — [183, 1738, 217, 1751]
lead-headline-text: ଓଲଟ ବୃକ୍ଷ ରହସ୍ୟ ନବକଳେବର ଲୀଳାରେ ପ୍ରତିଫଳିତ — [7, 41, 1750, 136]
rks-body-start: Please referrer to the Advertisement dated 22.4.15 regarding procurement of — [344, 830, 647, 857]
print-marks — [0, 2085, 1349, 2099]
section-rule — [0, 766, 1349, 768]
tender-cell: 9000 — [1074, 1216, 1131, 1265]
tender-cell: -do- — [942, 1178, 1074, 1216]
agenda-item: ୫. ମଞ୍ଜୁରୀପ୍ରାପ୍ତ ଗୃହର ଫଟୋ ଉଠାଇ ଅପଲୋଡ୍ କରିବା । — [192, 1483, 407, 1494]
magenta-mark — [257, 2084, 273, 2100]
panchayat-cell: ଭାଟିଗାଁ — [297, 1550, 404, 1562]
panchayat-cell: ଗିରିଶ ଚନ୍ଦ୍ର ସାହୁ, ଯୋଗାଯୋଗ ନିରୀକ୍ଷକ — [404, 1726, 663, 1738]
land-notice-body-2: ପୂର୍ବରୁ ସୂଚନା ଦିଆଯାଇଥିଲେ ମଧ୍ୟ ଯେଉଁମାନେ କ୍ଷତିପୂରଣ ଗ୍ରହଣ କରିନାହାନ୍ତି ସେମାନଙ୍କୁ ଶେଷ ସୁଯୋଗ ଦିଆଯାଉଅଛି । ଉକ୍ତ ଗ୍ରାମମାନଙ୍କର ଜମି ମାଲିକମାନେ ଅଧିକ ସୂଚନା ପାଇଁ କାର୍ଯ୍ୟାଳୟ ସହ ଯୋଗାଯୋଗ କରିପାରିବେ । — [1031, 325, 1339, 361]
tender-cell: 920492/- — [881, 1178, 942, 1216]
lead-col-2-text: ଜୀବନ ଉଦ୍ଧାରରେ ଦାରୁ ବ୍ରହ୍ମଙ୍କ ଭୂମିକା ଅଦ୍ୱିତୀୟ । ଶ୍ରୀମନ୍ଦିରର ପରମ୍ପରା ଅନୁସାରେ ଦାରୁ ଅନ୍ୱେଷଣ ପାଇଁ ଯାତ୍ରା କରୁଥିବା ଦଳ ପ୍ରଥମେ କାକଟପୁର ମଙ୍ଗଳା ମନ୍ଦିରରେ ପହଞ୍ଚି ମାଆଙ୍କ ଆଜ୍ଞା ମାଳ ପାଇଥାନ୍ତି । ମାଆଙ୍କ ସ୍ୱପ୍ନାଦେଶ ଅନୁସାରେ ଦାରୁର ସନ୍ଧାନ ମିଳିଥାଏ । ଦାରୁ ଚିହ୍ନଟ ପରେ ସେଠାରେ ବିଧିବଦ୍ଧ ଭାବେ ବନଯାଗ ଅନୁଷ୍ଠିତ ହୁଏ । — [351, 626, 683, 692]
panchayat-cell: ମନ୍ଦେଇପାଲି — [297, 1613, 404, 1625]
land-notice — [1025, 151, 1345, 763]
tender-footer — [684, 1835, 1337, 1845]
land-cell: ୭୮.୦୦ — [1255, 420, 1288, 433]
tender-cell: Construction of Check Dam over Khati Nai near village Barabatia of Bhograi Block. — [712, 1053, 881, 1091]
panchayat-cell: ୧ — [183, 1550, 217, 1562]
tender-colnum: 2 — [712, 1039, 881, 1053]
tender-banner: TENDER CALL NOTICE — [684, 848, 1337, 881]
lead-col-1-text: ପୁରୀ ଅଫିସ,୮।୫- ଶ୍ରୀମଦ୍ ଭଗବତ୍ ଗୀତାରେ ଓଲଟ ବୃକ୍ଷର ରହସ୍ୟ ବର୍ଣ୍ଣନା କରାଯାଇଛି । ଶ୍ରୀପୁରୁଷୋତ୍ତମ ଯୋଗର ପଞ୍ଚଦଶ ଅଧ୍ୟାୟରେ ଶ୍ରୀପୁରୁଷୋତ୍ତମ ଭଗବାନ ଶ୍ରୀକୃଷ୍ଣ କହିଛନ୍ତି, ଉର୍ଦ୍ଧ୍ୱମୂଳମଧଃଶାଖମ୍... ଅର୍ଥାତ୍ ସଂସାର ବୃକ୍ଷର ମୂଳ ଉପରକୁ ରହିଛି । ଶାଖା ପ୍ରଶାଖା ଯାହା ତଳ ଆଡ଼କୁ ରହିଛି । ବେଦଶାସ୍ତ୍ରମାନ ଏହାର ପତ୍ର ଅଟେ । ଏହି ଓଲଟ ବୃକ୍ଷକୁ ଯିଏ ଜାଣନ୍ତି ସେ ପ୍ରକୃତରେ ବେଦଜ୍ଞ । ଏହି ସଂସାର ବୃକ୍ଷ ଅନାଦି ଓ ଅନନ୍ତ ଅଟେ । ଏହାର ମୂଳ ପରମାତ୍ମା ଅଟନ୍ତି । ଏହି ଅଶ୍ୱତ୍ଥ ବୃକ୍ଷର ରହସ୍ୟ ଭଗବାନ ନିଜେ ଅର୍ଜୁନଙ୍କୁ ବୁଝାଇ କହିଥିଲେ । ଶ୍ରୀଜଗନ୍ନାଥଙ୍କ ନବକଳେବର ଲୀଳାରେ ଏହି ରହସ୍ୟ ପ୍ରତିଫଳିତ ହୋଇଥାଏ । ଦାରୁ ଅନ୍ୱେଷଣ ସମୟରେ ଯେଉଁ ନିମ୍ବ ବୃକ୍ଷ ଚୟନ କରାଯାଏ ତାହାର ଚିହ୍ନ ଶାସ୍ତ୍ରରେ ବର୍ଣ୍ଣିତ ଅଛି । ଚାରିଗୋଟି ଶାଖା, ଶଙ୍ଖ ଚକ୍ର ଗଦା ପଦ୍ମ ଚିହ୍ନ, ନିକଟରେ ଜଳାଶୟ, ଶ୍ମଶାନ ଓ ବଲ୍ମୀକ ଥିବା ଆବଶ୍ୟକ । ବୃକ୍ଷର ମୂଳରେ ସାପ ରହିଥିବା ମଧ୍ୟ ଏକ ଶୁଭ ଲକ୍ଷଣ ବୋଲି ବିଶ୍ୱାସ କରାଯାଏ । ଏହି ସମସ୍ତ ଲକ୍ଷଣ ଥିବା ବୃକ୍ଷକୁ ହିଁ ଦାରୁ ଭାବରେ ଗ୍ରହଣ କରାଯାଏ । ଶ୍ରୀବିଗ୍ରହ ନିର୍ମାଣ ପାଇଁ ବୃକ୍ଷ ଛେଦନ ପୂର୍ବରୁ ବିଧିବଦ୍ଧ ଯଜ୍ଞ ଓ ପୂଜା କରାଯାଏ । ଏହି ପରମ୍ପରା ଶହ ଶହ ବର୍ଷ ଧରି ଚାଲି ଆସୁଛି । — [5, 152, 347, 326]
land-cell: ୨୯.୬୦୦ — [1107, 457, 1145, 470]
rks-org: ROGI KALYAN SAMITI — [426, 778, 577, 793]
panchayat-cell: ୧୦ — [183, 1663, 217, 1676]
tender-row — [685, 1129, 1337, 1178]
newspaper-logo: ଧରିତ୍ରୀ — [1205, 0, 1279, 27]
rks-body — [344, 829, 659, 887]
pull-quote-text: ଓଲଟ ବୃକ୍ଷେ ଖେଳେ ଲୋଚଣିପାରା — [583, 415, 784, 484]
land-row — [1031, 509, 1339, 524]
panchayat-cell: ନିର୍ମଳ କୁମାର ପୁହାଣ, ଅତିରିକ୍ତ ବ୍ଲକ ବିକାଶ ଅଧିକାରୀ — [404, 1613, 663, 1625]
gray-mark — [540, 2085, 554, 2099]
panchayat-cell: ଫର୍କୁଆ ମାଝୀ, ସମ୍ପ୍ରସାରଣ ଅଧିକାରୀ — [404, 1562, 663, 1575]
tender-condition: 7. Bid documents requested by mail will be dispatched by Registered / Speed Post on payment of an extra amount of Rs. 500/- over the cost of documents. The selling authority will not be held responsible for the postal delay, if any, in the delivery of the documents or non-receipt of the same in time. — [701, 1541, 1337, 1577]
panchayat-row — [183, 1575, 663, 1587]
panchayat-cell: ୧୪।୦୫।୨୦୧୫ — [217, 1550, 297, 1562]
panchayat-cell: ୧୮।୦୫।୨୦୧୫ — [217, 1776, 297, 1789]
land-cell: ୨୭.୫୭୦ — [1107, 556, 1145, 568]
panchayat-row — [183, 1701, 663, 1713]
rks-title: CORRIGENDUM — [440, 809, 564, 827]
panchayat-cell: ୧୬।୦୫।୨୦୧୫ — [217, 1701, 297, 1713]
tender-condition: 8. If the rate quoted by any tenderer is less than 15% or beyond less than 15% of the estimated rate then such a bid shall be rejected and tender shall be finalized basing on merits of rest bids. But if more than one bid is quoted at 14.99% (Decimals up to two numbers will be taken for all practical purposes) less than the estimated cost, the tender accepting authority will finalize the tender through a transparent lottery system, where all bidders/ their authorized representatives, the concerned Executive Engineer and DAO will remain present. — [701, 1580, 1337, 1629]
atm-lead: ଜଗତ୍‌ପୁର, ୮।୫(ଓ.ଏ.ଏ)- କୋଲଙ୍କା ଏସ୍‌ବିଆଇ ବ୍ୟାଙ୍କ ଶାଖା ସମ୍ମୁଖରେ ଥିବା ଏଟିଏମ୍ ସେଣ୍ଟରର ସଟର ଲକ୍ କରିବାକୁ କର୍ମଚାରୀ ଭୁଲିଯାଇଥିଲେ । — [155, 870, 333, 922]
land-row — [1031, 555, 1339, 570]
panchayat-cell: ଗିରିଶ ଚନ୍ଦ୍ର ସାହୁ, ଯୋଗାଯୋଗ ନିରୀକ୍ଷକ — [404, 1776, 663, 1789]
lead-col-1b — [5, 580, 347, 724]
land-row — [1031, 524, 1339, 540]
